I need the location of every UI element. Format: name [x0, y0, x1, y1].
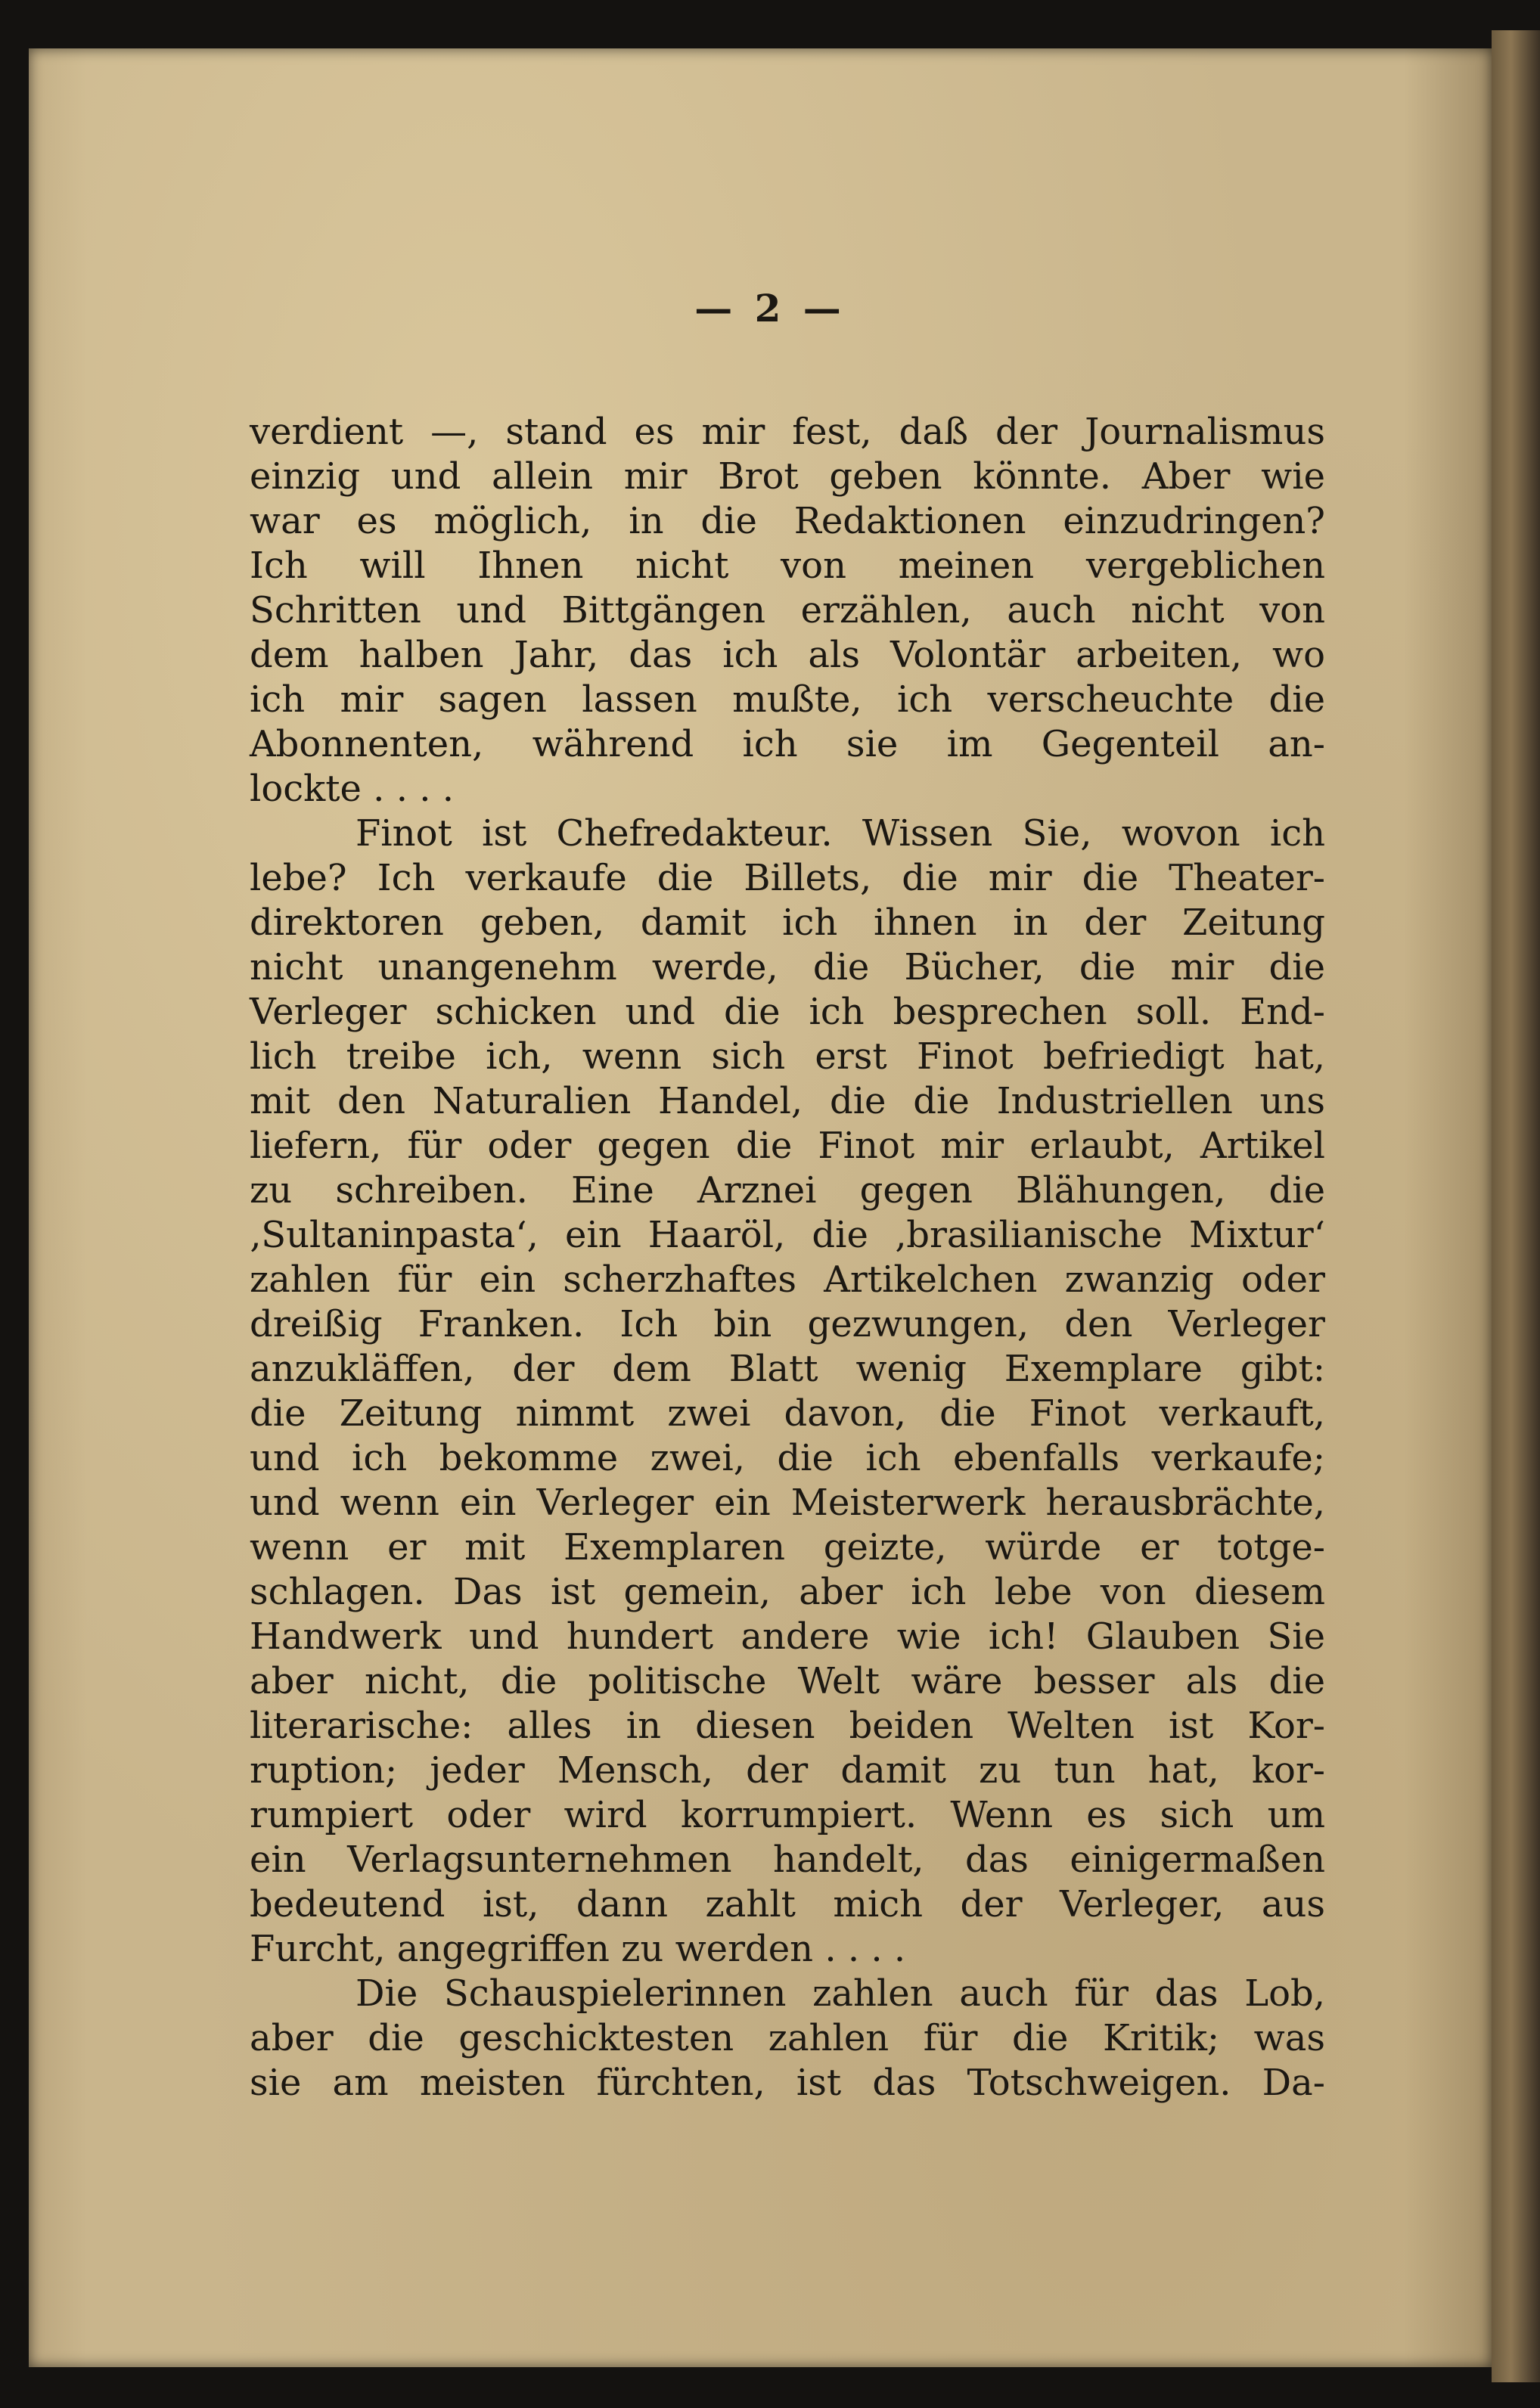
text-line: zahlen für ein scherzhaftes Artikelchen zwanzig oder: [250, 1258, 1325, 1301]
book-edge: [1492, 30, 1540, 2382]
text-line: lebe? Ich verkaufe die Billets, die mir die Theater-: [250, 857, 1325, 899]
text-line: sie am meisten fürchten, ist das Totschweigen. Da-: [250, 2062, 1325, 2104]
text-line: ein Verlagsunternehmen handelt, das einigermaßen: [250, 1839, 1325, 1881]
text-line: ruption; jeder Mensch, der damit zu tun hat, kor-: [250, 1749, 1325, 1792]
paragraph: [250, 410, 1325, 811]
text-line: Schritten und Bittgängen erzählen, auch nicht von: [250, 589, 1325, 631]
text-line: einzig und allein mir Brot geben könnte. Aber wie: [250, 455, 1325, 498]
text-line: Finot ist Chefredakteur. Wissen Sie, wovon ich: [356, 812, 1325, 855]
text-line: lockte . . . .: [250, 768, 454, 810]
text-line: die Zeitung nimmt zwei davon, die Finot verkauft,: [250, 1392, 1325, 1435]
paragraph: [250, 811, 1325, 1972]
text-line: und wenn ein Verleger ein Meisterwerk herausbrächte,: [250, 1482, 1325, 1524]
text-line: liefern, für oder gegen die Finot mir erlaubt, Artikel: [250, 1125, 1325, 1167]
text-line: anzukläffen, der dem Blatt wenig Exemplare gibt:: [250, 1348, 1325, 1390]
text-line: zu schreiben. Eine Arznei gegen Blähungen, die: [250, 1169, 1325, 1212]
text-line: bedeutend ist, dann zahlt mich der Verleger, aus: [250, 1883, 1325, 1925]
text-line: nicht unangenehm werde, die Bücher, die mir die: [250, 946, 1325, 988]
text-line: und ich bekomme zwei, die ich ebenfalls verkaufe;: [250, 1437, 1325, 1479]
text-line: Verleger schicken und die ich besprechen soll. End-: [250, 991, 1325, 1033]
text-line: Abonnenten, während ich sie im Gegenteil an-: [250, 723, 1325, 765]
body-text: [250, 410, 1325, 2105]
paragraph: [250, 1972, 1325, 2105]
text-line: verdient —, stand es mir fest, daß der Journalismus: [250, 411, 1325, 453]
text-line: schlagen. Das ist gemein, aber ich lebe von diesem: [250, 1571, 1325, 1613]
text-line: wenn er mit Exemplaren geizte, würde er totge-: [250, 1526, 1325, 1569]
text-line: Ich will Ihnen nicht von meinen vergeblichen: [250, 545, 1325, 587]
text-line: lich treibe ich, wenn sich erst Finot befriedigt hat,: [250, 1035, 1325, 1078]
text-line: dem halben Jahr, das ich als Volontär arbeiten, wo: [250, 634, 1325, 676]
text-line: rumpiert oder wird korrumpiert. Wenn es sich um: [250, 1794, 1325, 1836]
text-line: aber nicht, die politische Welt wäre besser als die: [250, 1660, 1325, 1702]
text-line: ich mir sagen lassen mußte, ich verscheuchte die: [250, 678, 1325, 721]
text-line: Handwerk und hundert andere wie ich! Glauben Sie: [250, 1615, 1325, 1658]
text-line: aber die geschicktesten zahlen für die Kritik; was: [250, 2017, 1325, 2059]
page-number: — 2 —: [694, 286, 846, 330]
text-line: Die Schauspielerinnen zahlen auch für das Lob,: [356, 1972, 1325, 2015]
text-line: literarische: alles in diesen beiden Welten ist Kor-: [250, 1705, 1325, 1747]
text-line: Furcht, angegriffen zu werden . . . .: [250, 1928, 906, 1970]
text-line: mit den Naturalien Handel, die die Industriellen uns: [250, 1080, 1325, 1122]
text-line: war es möglich, in die Redaktionen einzudringen?: [250, 500, 1325, 542]
text-line: dreißig Franken. Ich bin gezwungen, den Verleger: [250, 1303, 1325, 1345]
text-line: ‚Sultaninpasta‘, ein Haaröl, die ‚brasilianische Mixtur‘: [250, 1214, 1325, 1256]
text-line: direktoren geben, damit ich ihnen in der Zeitung: [250, 901, 1325, 944]
